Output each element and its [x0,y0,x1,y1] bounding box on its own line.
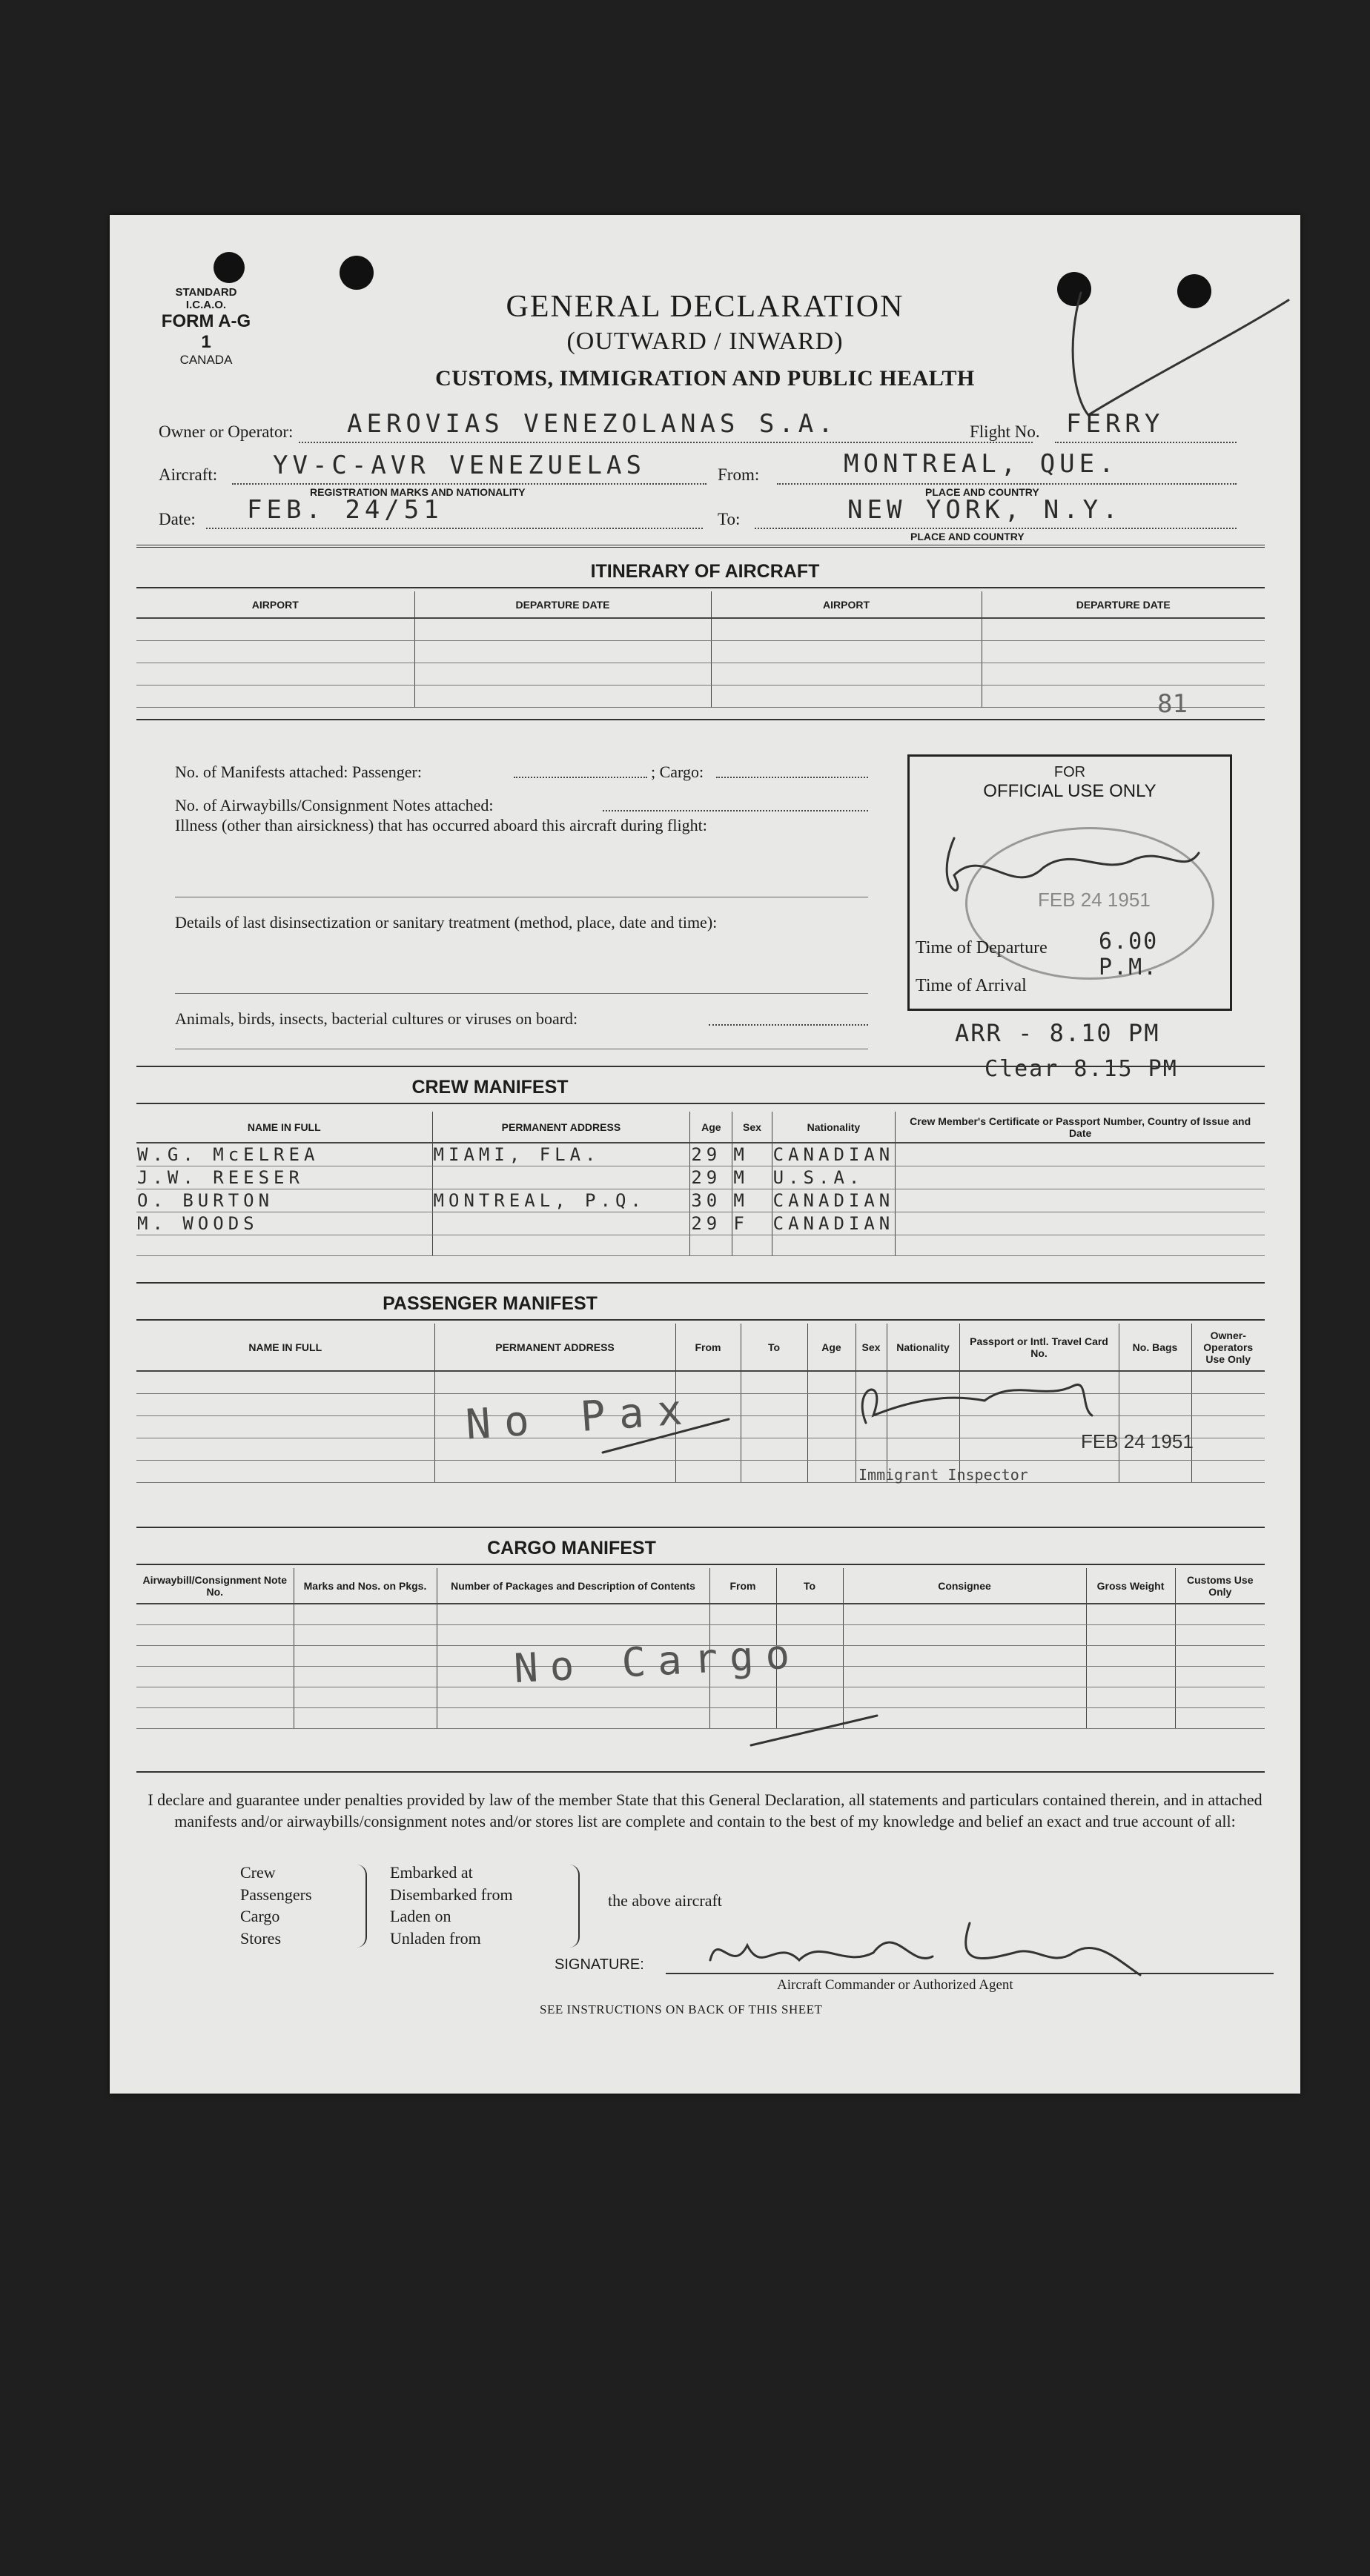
page-mark: 81 [1157,689,1188,719]
brace [357,1865,367,1948]
col-nationality: Nationality [887,1324,959,1371]
date-label: Date: [159,510,196,528]
col-address: PERMANENT ADDRESS [432,1112,690,1143]
from-label: From: [718,465,760,484]
col-airport-1: AIRPORT [136,591,414,618]
divider [136,719,1265,720]
crew-name: W.G. McELREA [136,1143,432,1166]
col-consignee: Consignee [843,1568,1086,1604]
inspector-signature [844,1371,1096,1430]
flight-value: FERRY [1066,409,1165,439]
instructions-text: SEE INSTRUCTIONS ON BACK OF THIS SHEET [540,2002,823,2016]
date-line [206,528,703,529]
table-row [136,663,1265,685]
departure-label: Time of Departure [916,938,1048,957]
col-sex: Sex [856,1324,887,1371]
cargo-title: CARGO MANIFEST [487,1538,656,1558]
arrival-label: Time of Arrival [916,976,1027,995]
crew-sex: M [732,1189,772,1212]
crew-sex: F [732,1212,772,1235]
punch-hole [340,256,374,290]
owner-line [299,442,1033,443]
crew-sex: M [732,1143,772,1166]
strike-line [747,1712,881,1749]
decl-stores: Stores [240,1929,281,1948]
crew-sex: M [732,1166,772,1189]
signature-caption: Aircraft Commander or Authorized Agent [777,1977,1013,1993]
above-aircraft-text: the above aircraft [608,1891,722,1910]
decl-cargo: Cargo [240,1907,280,1926]
divider [136,1771,1265,1773]
itinerary-title: ITINERARY OF AIRCRAFT [590,561,820,582]
form-title: GENERAL DECLARATION [506,290,904,324]
crew-title: CREW MANIFEST [411,1077,569,1098]
table-row [136,1460,1265,1482]
crew-address [432,1212,690,1235]
crew-age: 29 [690,1212,732,1235]
table-row [136,1604,1265,1624]
col-age: Age [807,1324,856,1371]
decl-embarked: Embarked at [390,1863,473,1882]
brace [569,1865,580,1948]
divider [136,1564,1265,1565]
crew-name: M. WOODS [136,1212,432,1235]
flight-label: Flight No. [970,422,1040,441]
crew-name: O. BURTON [136,1189,432,1212]
animals-label: Animals, birds, insects, bacterial cultures or viruses on board: [175,1009,578,1028]
col-certificate: Crew Member's Certificate or Passport Number, Country of Issue and Date [910,1115,1251,1139]
col-nationality: Nationality [772,1112,896,1143]
signature-label: SIGNATURE: [555,1956,644,1973]
to-value: NEW YORK, N.Y. [847,495,1122,525]
decl-passengers: Passengers [240,1885,312,1904]
decl-unladen: Unladen from [390,1929,481,1948]
from-line [777,483,1237,485]
decl-disembarked: Disembarked from [390,1885,513,1904]
crew-address: MIAMI, FLA. [432,1143,690,1166]
crew-nationality: CANADIAN [772,1213,895,1234]
cargo-count-line [716,777,868,778]
col-airport-2: AIRPORT [711,591,982,618]
decl-crew: Crew [240,1863,276,1882]
crew-address: MONTREAL, P.Q. [432,1189,690,1212]
col-departure-2: DEPARTURE DATE [1076,598,1171,611]
col-address: PERMANENT ADDRESS [434,1324,675,1371]
immigration-stamp-date: FEB 24 1951 [1081,1430,1194,1453]
official-for: FOR [1053,764,1086,780]
from-caption: PLACE AND COUNTRY [925,486,1039,498]
crew-age: 29 [690,1143,732,1166]
col-from: From [675,1324,741,1371]
declaration-form [110,215,1300,2094]
aircraft-value: YV-C-AVR VENEZUELAS [273,451,646,480]
form-number: FORM A-G 1 [161,311,251,352]
no-passengers-note: No Pax [464,1385,698,1450]
divider [136,545,1265,548]
date-value: FEB. 24/51 [247,495,443,525]
crew-address [432,1166,690,1189]
crew-nationality: CANADIAN [772,1144,895,1165]
immigration-stamp-text: Immigrant Inspector [858,1466,1028,1484]
official-title: OFFICIAL USE ONLY [983,781,1156,801]
col-age: Age [690,1112,732,1143]
divider [136,1103,1265,1104]
declaration-text: I declare and guarantee under penalties provided by law of the member State that this General Declaration, all statements and particulars contained therein, and in attached manifests and/or airwaybills/consignment notes and/or stores list are complete and contain to the best of my knowledge and belief an exact and true account of all: [148,1790,1263,1830]
col-packages: Number of Packages and Description of Contents [437,1568,709,1604]
airwaybills-line [603,810,868,811]
table-row [136,1212,1265,1235]
crew-certificate [896,1212,1265,1235]
col-to: To [741,1324,807,1371]
col-airwaybill: Airwaybill/Consignment Note No. [136,1568,294,1604]
table-row [136,1189,1265,1212]
to-line [755,528,1237,529]
divider [136,1282,1265,1284]
divider [136,1066,1265,1067]
animals-line [709,1024,868,1026]
answer-line [175,993,868,994]
clear-note: Clear 8.15 PM [985,1056,1178,1082]
col-from: From [709,1568,776,1604]
crew-certificate [896,1143,1265,1166]
table-row [136,1707,1265,1728]
divider [136,1319,1265,1321]
punch-hole [214,252,245,283]
aircraft-caption: REGISTRATION MARKS AND NATIONALITY [310,486,526,498]
departure-value: 6.00 P.M. [1099,929,1159,980]
strike-line [599,1415,732,1460]
cargo-count-label: ; Cargo: [651,763,704,781]
stamp-date: FEB 24 1951 [1038,889,1151,911]
table-row [136,1166,1265,1189]
table-row [136,618,1265,640]
col-passport: Passport or Intl. Travel Card No. [959,1324,1119,1371]
col-bags: No. Bags [1119,1324,1191,1371]
divider [136,587,1265,588]
crew-nationality: CANADIAN [772,1190,895,1211]
disinsect-label: Details of last disinsectization or sanitary treatment (method, place, date and time): [175,913,718,932]
table-row [136,685,1265,707]
col-marks: Marks and Nos. on Pkgs. [294,1568,437,1604]
aircraft-label: Aircraft: [159,465,218,484]
standard-text: STANDARD I.C.A.O. [175,286,237,311]
table-row [136,640,1265,663]
from-value: MONTREAL, QUE. [844,449,1119,479]
crew-age: 30 [690,1189,732,1212]
to-caption: PLACE AND COUNTRY [910,531,1025,542]
crew-certificate [896,1166,1265,1189]
officer-signature [924,831,1206,920]
itinerary-table [136,591,1265,708]
form-subtitle: (OUTWARD / INWARD) [566,328,844,355]
crew-age: 29 [690,1166,732,1189]
to-label: To: [718,510,741,528]
table-row [136,1235,1265,1256]
col-owner-use: Owner-Operators Use Only [1203,1329,1254,1365]
crew-certificate [896,1189,1265,1212]
illness-label: Illness (other than airsickness) that has occurred aboard this aircraft during flight: [175,816,707,834]
decl-laden: Laden on [390,1907,451,1926]
col-name: NAME IN FULL [136,1324,434,1371]
official-use-box [907,754,1232,1011]
aircraft-line [232,483,706,485]
no-cargo-note: No Cargo [512,1630,803,1693]
form-subtitle-2: CUSTOMS, IMMIGRATION AND PUBLIC HEALTH [435,366,975,391]
airwaybills-label: No. of Airwaybills/Consignment Notes attached: [175,796,494,814]
flight-line [1055,442,1237,443]
crew-table [136,1112,1265,1256]
crew-nationality: U.S.A. [772,1166,896,1189]
owner-value: AEROVIAS VENEZOLANAS S.A. [347,409,838,439]
declaration-col-1 [240,1862,312,1950]
declaration-col-2 [390,1862,513,1950]
col-weight: Gross Weight [1086,1568,1175,1604]
col-to: To [776,1568,843,1604]
owner-label: Owner or Operator: [159,422,294,441]
col-customs-use: Customs Use Only [1187,1573,1254,1598]
col-name: NAME IN FULL [136,1112,432,1143]
passenger-title: PASSENGER MANIFEST [383,1293,598,1314]
col-departure-1: DEPARTURE DATE [414,591,711,618]
table-row [136,1143,1265,1166]
col-sex: Sex [732,1112,772,1143]
divider [136,1527,1265,1528]
manifests-line [514,777,647,778]
crew-name: J.W. REESER [136,1166,432,1189]
arrival-note: ARR - 8.10 PM [955,1019,1160,1047]
table-row [136,1687,1265,1707]
country-text: CANADA [179,353,233,367]
manifests-label: No. of Manifests attached: Passenger: [175,763,422,781]
